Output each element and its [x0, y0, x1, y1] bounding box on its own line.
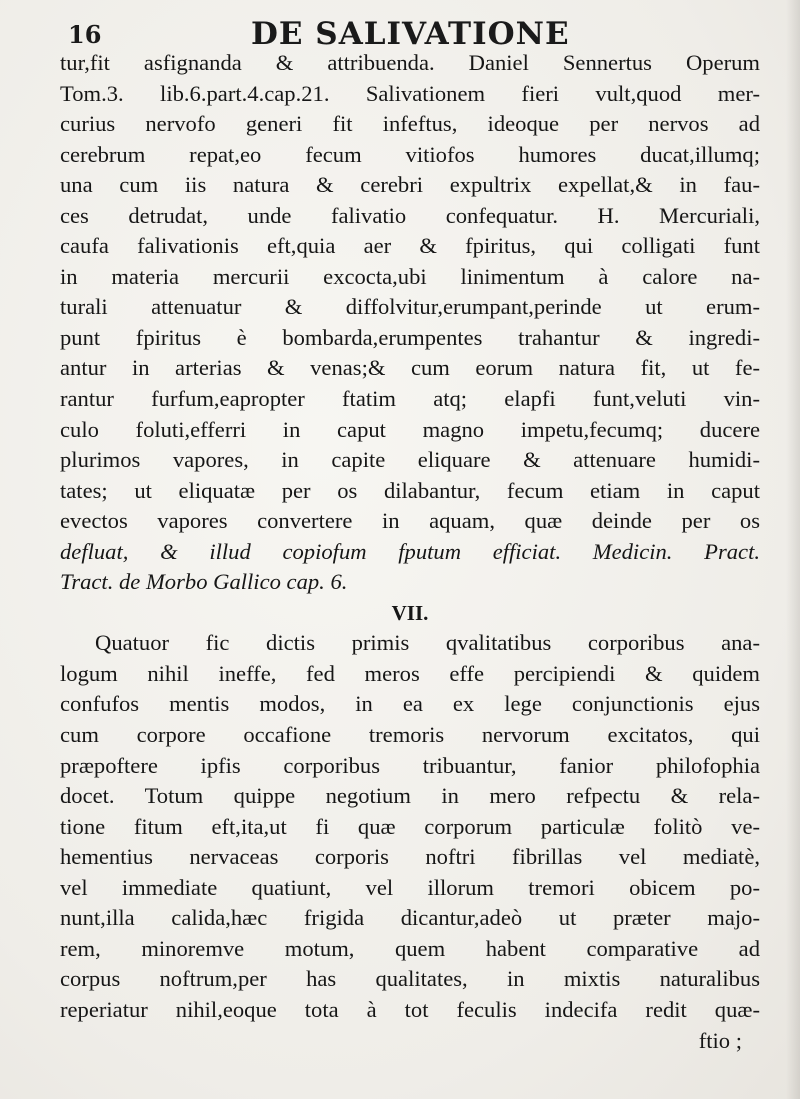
text-line: rem, minoremve motum, quem habent comparative ad	[60, 935, 760, 961]
text-line: Tom.3. lib.6.part.4.cap.21. Salivationem fieri vult,quod mer-	[60, 80, 760, 106]
page-edge-shadow	[786, 0, 800, 1099]
text-line: tates; ut eliquatæ per os dilabantur, fecum etiam in caput	[60, 477, 760, 503]
text-line: cum corpore occafione tremoris nervorum excitatos, qui	[60, 722, 760, 748]
text-line: reperiatur nihil,eoque tota à tot feculis indecifa redit quæ-	[60, 996, 760, 1022]
page-number: 16	[68, 20, 102, 49]
body-text	[60, 48, 760, 1056]
catchword-line: ftio ;	[698, 1027, 742, 1053]
text-line: cerebrum repat,eo fecum vitiofos humores ducat,illumq;	[60, 141, 760, 167]
text-line: tione fitum eft,ita,ut fi quæ corporum particulæ folitò ve-	[60, 813, 760, 839]
citation-line: Tract. de Morbo Gallico cap. 6.	[60, 569, 348, 595]
text-line: evectos vapores convertere in aquam, quæ deinde per os	[60, 508, 760, 534]
text-line: tur,fit asfignanda & attribuenda. Daniel Sennertus Operum	[60, 50, 760, 75]
running-head: DE SALIVATIONE	[251, 16, 570, 52]
text-line: defluat, & illud copiofum fputum efficiat. Medicin. Pract.	[60, 538, 760, 564]
text-line: corpus noftrum,per has qualitates, in mixtis naturalibus	[60, 966, 760, 992]
section-number: VII.	[391, 600, 429, 625]
text-line: logum nihil ineffe, fed meros effe percipiendi & quidem	[60, 660, 760, 686]
text-line: in materia mercurii excocta,ubi linimentum à calore na-	[60, 263, 760, 289]
text-line: vel immediate quatiunt, vel illorum tremori obicem po-	[60, 874, 760, 900]
text-line: una cum iis natura & cerebri expultrix expellat,& in fau-	[60, 172, 760, 198]
text-line: antur in arterias & venas;& cum eorum natura fit, ut fe-	[60, 355, 760, 381]
text-line: præpoftere ipfis corporibus tribuantur, fanior philofophia	[60, 752, 760, 778]
text-line: caufa falivationis eft,quia aer & fpiritus, qui colligati funt	[60, 233, 760, 259]
text-line: ces detrudat, unde falivatio confequatur. H. Mercuriali,	[60, 202, 760, 228]
text-line: culo foluti,efferri in caput magno impetu,fecumq; ducere	[60, 416, 760, 442]
text-line: curius nervofo generi fit infeftus, ideoque per nervos ad	[60, 111, 760, 137]
text-line: plurimos vapores, in capite eliquare & attenuare humidi-	[60, 447, 760, 473]
text-line: docet. Totum quippe negotium in mero refpectu & rela-	[60, 783, 760, 809]
text-line: hementius nervaceas corporis noftri fibrillas vel mediatè,	[60, 844, 760, 870]
text-line: punt fpiritus è bombarda,erumpentes trahantur & ingredi-	[60, 324, 760, 350]
text-line: turali attenuatur & diffolvitur,erumpant,perinde ut erum-	[60, 294, 760, 320]
text-line: confufos mentis modos, in ea ex lege conjunctionis ejus	[60, 691, 760, 717]
text-line: rantur furfum,eapropter ftatim atq; elapfi funt,veluti vin-	[60, 386, 760, 412]
text-line: nunt,illa calida,hæc frigida dicantur,adeò ut præter majo-	[60, 905, 760, 931]
text-line: Quatuor fic dictis primis qvalitatibus corporibus ana-	[95, 630, 760, 656]
